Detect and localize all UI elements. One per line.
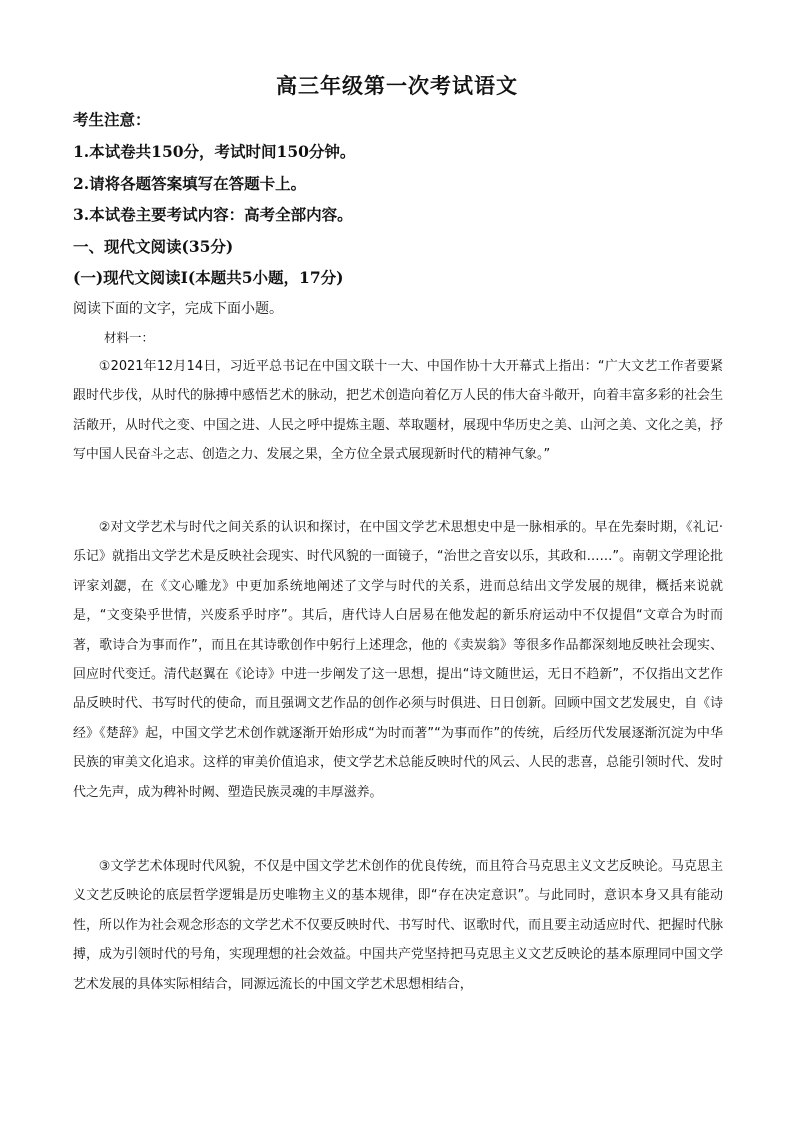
paragraph-3: ③文学艺术体现时代风貌，不仅是中国文学艺术创作的优良传统，而且符合马克思主义文艺反映论。马克思主义文艺反映论的底层哲学逻辑是历史唯物主义的基本规律，即“存在决定意识”。与此同时，意识本身又具有能动性，所以作为社会观念形态的文学艺术不仅要反映时代、书写时代、讴歌时代，而且要主动适应时代、把握时代脉搏，成为引领时代的号角，实现理想的社会效益。中国共产党坚持把马克思主义文艺反映论的基本原理同中国文学艺术发展的具体实际相结合，同源远流长的中国文学艺术思想相结合， (73, 859, 723, 992)
reading-instruction: 阅读下面的文字，完成下面小题。 (73, 301, 283, 317)
exam-title: 高三年级第一次考试语文 (276, 73, 518, 98)
notice-item-2: 2.请将各题答案填写在答题卡上。 (73, 174, 307, 193)
section-heading: 一、现代文阅读(35分) (73, 237, 234, 256)
material-label: 材料一： (104, 330, 155, 345)
subsection-heading: (一)现代文阅读Ⅰ(本题共5小题，17分) (73, 268, 344, 287)
notice-item-3: 3.本试卷主要考试内容：高考全部内容。 (73, 205, 353, 224)
notice-item-1: 1.本试卷共150分，考试时间150分钟。 (73, 142, 356, 161)
notice-heading: 考生注意： (73, 110, 151, 129)
paragraph-1: ①2021年12月14日，习近平总书记在中国文联十一大、中国作协十大开幕式上指出：“广大文艺工作者要紧跟时代步伐，从时代的脉搏中感悟艺术的脉动，把艺术创造向着亿万人民的伟大奋斗敞开，向着丰富多彩的社会生活敞开，从时代之变、中国之进、人民之呼中提炼主题、萃取题材，展现中华历史之美、山河之美、文化之美，抒写中国人民奋斗之志、创造之力、发展之果，全方位全景式展现新时代的精神气象。” (73, 359, 723, 463)
paragraph-2: ②对文学艺术与时代之间关系的认识和探讨，在中国文学艺术思想史中是一脉相承的。早在先秦时期，《礼记·乐记》就指出文学艺术是反映社会现实、时代风貌的一面镜子，“治世之音安以乐，其政和……”。南朝文学理论批评家刘勰，在《文心雕龙》中更加系统地阐述了文学与时代的关系，进而总结出文学发展的规律，概括来说就是，“文变染乎世情，兴废系乎时序”。其后，唐代诗人白居易在他发起的新乐府运动中不仅提倡“文章合为时而著，歌诗合为事而作”，而且在其诗歌创作中躬行上述理念，他的《卖炭翁》等很多作品都深刻地反映社会现实、回应时代变迁。清代赵翼在《论诗》中进一步阐发了这一思想，提出“诗文随世运，无日不趋新”，不仅指出文艺作品反映时代、书写时代的使命，而且强调文艺作品的创作必须与时俱进、日日创新。回顾中国文艺发展史，自《诗经》《楚辞》起，中国文学艺术创作就逐渐开始形成“为时而著”“为事而作”的传统，后经历代发展逐渐沉淀为中华民族的审美文化追求。这样的审美价值追求，使文学艺术总能反映时代的风云、人民的悲喜，总能引领时代、发时代之先声，成为稗补时阙、塑造民族灵魂的丰厚滋养。 (73, 520, 723, 800)
